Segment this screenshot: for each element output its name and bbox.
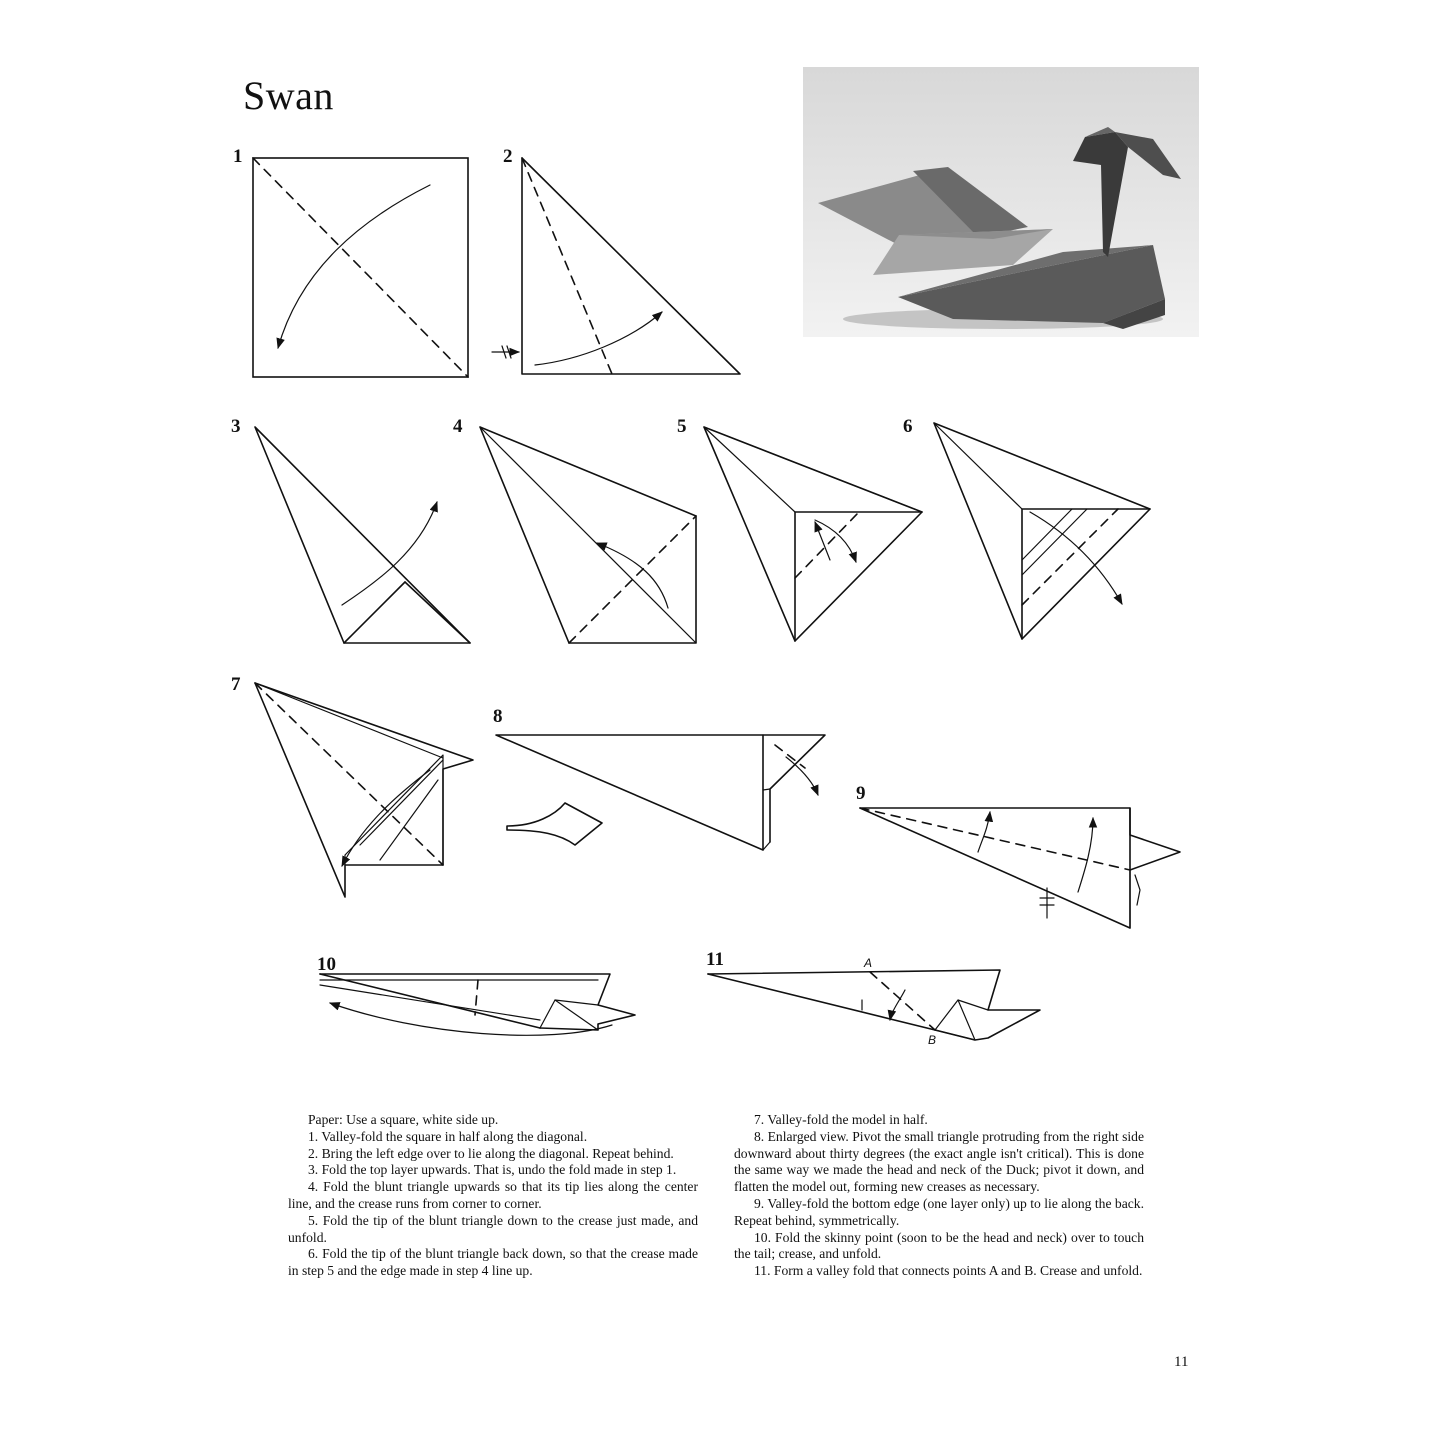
- page-number: 11: [1174, 1354, 1189, 1370]
- step-11-number: 11: [706, 949, 724, 970]
- page-title: Swan: [243, 73, 334, 118]
- instruction-step-6: 6. Fold the tip of the blunt triangle back down, so that the crease made in step 5 and the edge made in step 4 line up.: [288, 1246, 698, 1279]
- instruction-step-1: 1. Valley-fold the square in half along the diagonal.: [308, 1128, 588, 1144]
- instruction-step-5: 5. Fold the tip of the blunt triangle down to the crease just made, and unfold.: [288, 1212, 698, 1245]
- step-5-diagram: [677, 416, 922, 641]
- step-3-number: 3: [231, 416, 241, 437]
- instruction-paper: Paper: Use a square, white side up.: [308, 1112, 499, 1127]
- instruction-step-11: 11. Form a valley fold that connects points A and B. Crease and unfold.: [754, 1263, 1143, 1279]
- step-8-diagram: [493, 706, 825, 850]
- instructions-right-column: [734, 1112, 1144, 1280]
- step-6-number: 6: [903, 416, 913, 437]
- step-2-number: 2: [503, 146, 513, 167]
- step-7-number: 7: [231, 674, 241, 695]
- step-8-number: 8: [493, 706, 503, 727]
- step-7-diagram: [231, 674, 473, 897]
- step-11-diagram: [706, 949, 1040, 1047]
- step-10-number: 10: [317, 954, 336, 975]
- instruction-step-7: 7. Valley-fold the model in half.: [754, 1112, 928, 1127]
- swan-photo: [803, 67, 1199, 337]
- step-5-number: 5: [677, 416, 687, 437]
- step-2-diagram: [492, 146, 740, 374]
- step-3-diagram: [231, 416, 470, 643]
- instruction-step-8: 8. Enlarged view. Pivot the small triangle protruding from the right side downward about thirty degrees (the exact angle isn't critical). This is done the same way we made the head and neck of the Duck; pivot it down, and flatten the model out, forming new creases as necessary.: [734, 1128, 1144, 1195]
- step-4-diagram: [453, 416, 696, 643]
- turn-over-arrow: [507, 803, 602, 845]
- step-6-diagram: [903, 416, 1150, 639]
- point-a-label: A: [864, 956, 873, 970]
- instruction-step-3: 3. Fold the top layer upwards. That is, undo the fold made in step 1.: [308, 1162, 677, 1178]
- step-1-number: 1: [233, 146, 243, 167]
- step-10-diagram: [317, 954, 635, 1035]
- step-4-number: 4: [453, 416, 463, 437]
- instruction-step-2: 2. Bring the left edge over to lie along the diagonal. Repeat behind.: [308, 1145, 674, 1161]
- instructions-left-column: [288, 1112, 698, 1280]
- step-9-number: 9: [856, 783, 866, 804]
- point-b-label: B: [928, 1033, 937, 1047]
- instruction-step-4: 4. Fold the blunt triangle upwards so that its tip lies along the center line, and the crease runs from corner to corner.: [288, 1179, 698, 1211]
- instruction-step-9: 9. Valley-fold the bottom edge (one layer only) up to lie along the back. Repeat behind, symmetrically.: [734, 1195, 1144, 1228]
- instruction-step-10: 10. Fold the skinny point (soon to be the head and neck) over to touch the tail; crease, and unfold.: [734, 1229, 1144, 1262]
- step-1-diagram: [233, 146, 468, 377]
- step-9-diagram: [856, 783, 1180, 928]
